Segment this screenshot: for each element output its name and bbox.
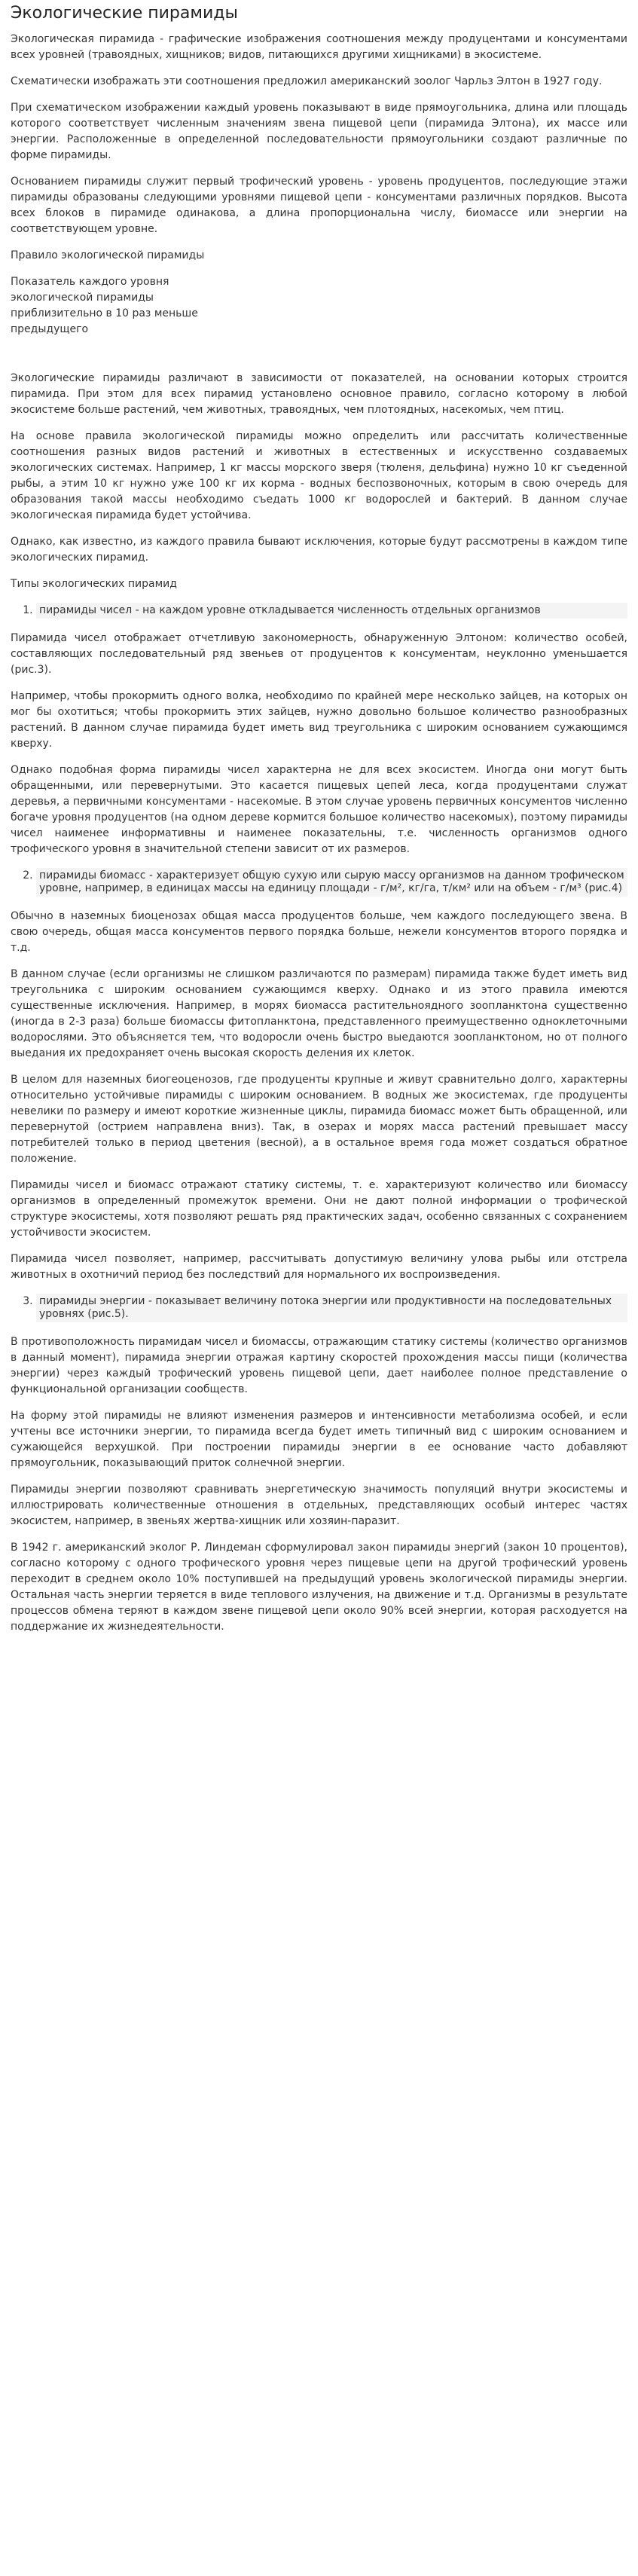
rule-heading: Правило экологической пирамиды [11, 249, 205, 261]
types-list-2 [11, 868, 627, 897]
paragraph-inverted: Однако подобная форма пирамиды чисел характерна не для всех экосистем. Иногда они могут быть обращенными, или перевернутыми. Это касается пищевых цепей леса, когда продуцентами служат деревья, а первичными консументами - насекомые. В этом случае уровень первичных консументов численно богаче уровня продуцентов (на одном дереве кормится большое количество насекомых), поэтому пирамиды чисел наименее информативны и наименее показательны, т.е. численность организмов одного трофического уровня в значительной степени зависит от их размеров. [11, 764, 627, 855]
rule-block [11, 274, 627, 338]
paragraph-energy-compare: Пирамиды энергии позволяют сравнивать энергетическую значимость популяций внутри экосистемы и иллюстрировать количественные отношения в отдельных, представляющих особый интерес частях экосистем, например, в звеньях жертва-хищник или хозяин-паразит. [11, 1484, 627, 1527]
paragraph-biomass-land: Обычно в наземных биоценозах общая масса продуцентов больше, чем каждого последующего звена. В свою очередь, общая масса консументов первого порядка больше, нежели консументов второго порядка и т.д. [11, 910, 627, 954]
spacer [11, 350, 627, 371]
page-title: Экологические пирамиды [11, 4, 238, 23]
paragraph-biomass-sea: В данном случае (если организмы не слишком различаются по размерам) пирамида также будет иметь вид треугольника с широким основанием сужающимся кверху. Однако и из этого правила имеются существенные исключения. Например, в морях биомасса растительноядного зоопланктона существенно (иногда в 2-3 раза) больше биомассы фитопланктона, представленного преимущественно одноклеточными водорослями. Это объясняется тем, что водоросли очень быстро выедаются зоопланктоном, но от полного выедания их предохраняет очень высокая скорость деления их клеток. [11, 968, 627, 1059]
paragraph-definition: Экологическая пирамида - графические изображения соотношения между продуцентами и консументами всех уровней (травоядных, хищников; видов, питающихся другими хищниками) в экосистеме. [11, 33, 627, 61]
paragraph-types-intro: Экологические пирамиды различают в зависимости от показателей, на основании которых строится пирамида. При этом для всех пирамид установлено основное правило, согласно которому в любой экосистеме больше растений, чем животных, травоядных, чем плотоядных, насекомых, чем птиц. [11, 372, 627, 416]
list-item-energy: 3. пирамиды энергии - показывает величину потока энергии или продуктивности на последовательных уровнях (рис.5). [36, 1294, 627, 1322]
types-list-1 [11, 603, 627, 619]
paragraph-schematic: При схематическом изображении каждый уровень показывают в виде прямоугольника, длина или площадь которого соответствует численным значениям звена пищевой цепи (пирамида Элтона), их массе или энергии. Расположенные в определенной последовательности прямоугольники создают различные по форме пирамиды. [11, 102, 627, 161]
paragraph-base: Основанием пирамиды служит первый трофический уровень - уровень продуцентов, последующие этажи пирамиды образованы следующими уровнями пищевой цепи - консументами различных порядков. Высота всех блоков в пирамиде одинакова, а длина пропорциональна числу, биомассе или энергии на соответствующем уровне. [11, 176, 627, 235]
paragraph-energy-contrast: В противоположность пирамидам чисел и биомассы, отражающим статику системы (количество организмов в данный момент), пирамида энергии отражая картину скоростей прохождения массы пищи (количества энергии) через каждый трофический уровень пищевой цепи, дает наиболее полное представление о функциональной организации сообществ. [11, 1336, 627, 1395]
paragraph-exceptions: Однако, как известно, из каждого правила бывают исключения, которые будут рассмотрены в каждом типе экологических пирамид. [11, 536, 627, 564]
list-item-biomass: 2. пирамиды биомасс - характеризует общую сухую или сырую массу организмов на данном трофическом уровне, например, в единицах массы на единицу площади - г/м², кг/га, т/км² или на объем - г/м³ (рис.4) [36, 868, 627, 897]
list-item-numbers: 1. пирамиды чисел - на каждом уровне откладывается численность отдельных организмов [36, 603, 627, 619]
paragraph-catch: Пирамида чисел позволяет, например, рассчитывать допустимую величину улова рыбы или отстрела животных в охотничий период без последствий для нормального их воспроизведения. [11, 1253, 627, 1281]
paragraph-elton: Схематически изображать эти соотношения предложил американский зоолог Чарльз Элтон в 1927 году. [11, 75, 603, 87]
paragraph-wolf: Например, чтобы прокормить одного волка, необходимо по крайней мере несколько зайцев, на которых он мог бы охотиться; чтобы прокормить этих зайцев, нужно довольно большое количество разнообразных растений. В данном случае пирамида будет иметь вид треугольника с широким основанием сужающимся кверху. [11, 690, 627, 750]
rule-line: Показатель каждого уровня [11, 276, 169, 288]
types-heading: Типы экологических пирамид [11, 578, 177, 590]
rule-line: экологической пирамиды [11, 292, 154, 304]
paragraph-statics: Пирамиды чисел и биомасс отражают статику системы, т. е. характеризуют количество или биомассу организмов в определенный промежуток времени. Они не дают полной информации о трофической структуре экосистемы, хотя позволяют решать ряд практических задач, особенно связанных с сохранением устойчивости экосистем. [11, 1179, 627, 1239]
paragraph-lindeman: В 1942 г. американский эколог Р. Линдеман сформулировал закон пирамиды энергий (закон 10 процентов), согласно которому с одного трофического уровня через пищевые цепи на другой трофический уровень переходит в среднем около 10% поступившей на предыдущий уровень экологической пирамиды энергии. Остальная часть энергии теряется в виде теплового излучения, на движение и т.д. Организмы в результате процессов обмена теряют в каждом звене пищевой цепи около 90% всей энергии, которая расходуется на поддержание их жизнедеятельности. [11, 1542, 627, 1633]
paragraph-calculation: На основе правила экологической пирамиды можно определить или рассчитать количественные соотношения разных видов растений и животных в естественных и искусственно создаваемых экологических системах. Например, 1 кг массы морского зверя (тюленя, дельфина) нужно 10 кг съеденной рыбы, а этим 10 кг нужно уже 100 кг их корма - водных беспозвоночных, которым в свою очередь для образования такой массы необходимо съедать 1000 кг водорослей и бактерий. В данном случае экологическая пирамида будет устойчива. [11, 430, 627, 521]
types-list-3 [11, 1294, 627, 1322]
rule-line: приблизительно в 10 раз меньше [11, 307, 198, 319]
rule-line: предыдущего [11, 323, 89, 335]
paragraph-energy-form: На форму этой пирамиды не влияют изменения размеров и интенсивности метаболизма особей, и если учтены все источники энергии, то пирамида всегда будет иметь типичный вид с широким основанием и сужающейся верхушкой. При построении пирамиды энергии в ее основание часто добавляют прямоугольник, показывающий приток солнечной энергии. [11, 1410, 627, 1469]
paragraph-biogeocenosis: В целом для наземных биогеоценозов, где продуценты крупные и живут сравнительно долго, характерны относительно устойчивые пирамиды с широким основанием. В водных же экосистемах, где продуценты невелики по размеру и имеют короткие жизненные циклы, пирамида биомасс может быть обращенной, или перевернутой (острием направлена вниз). Так, в озерах и морях масса растений превышает массу потребителей только в период цветения (весной), а в остальное время года может создаться обратное положение. [11, 1074, 627, 1165]
paragraph-numbers: Пирамида чисел отображает отчетливую закономерность, обнаруженную Элтоном: количество особей, составляющих последовательный ряд звеньев от продуцентов к консументам, неуклонно уменьшается (рис.3). [11, 632, 627, 676]
